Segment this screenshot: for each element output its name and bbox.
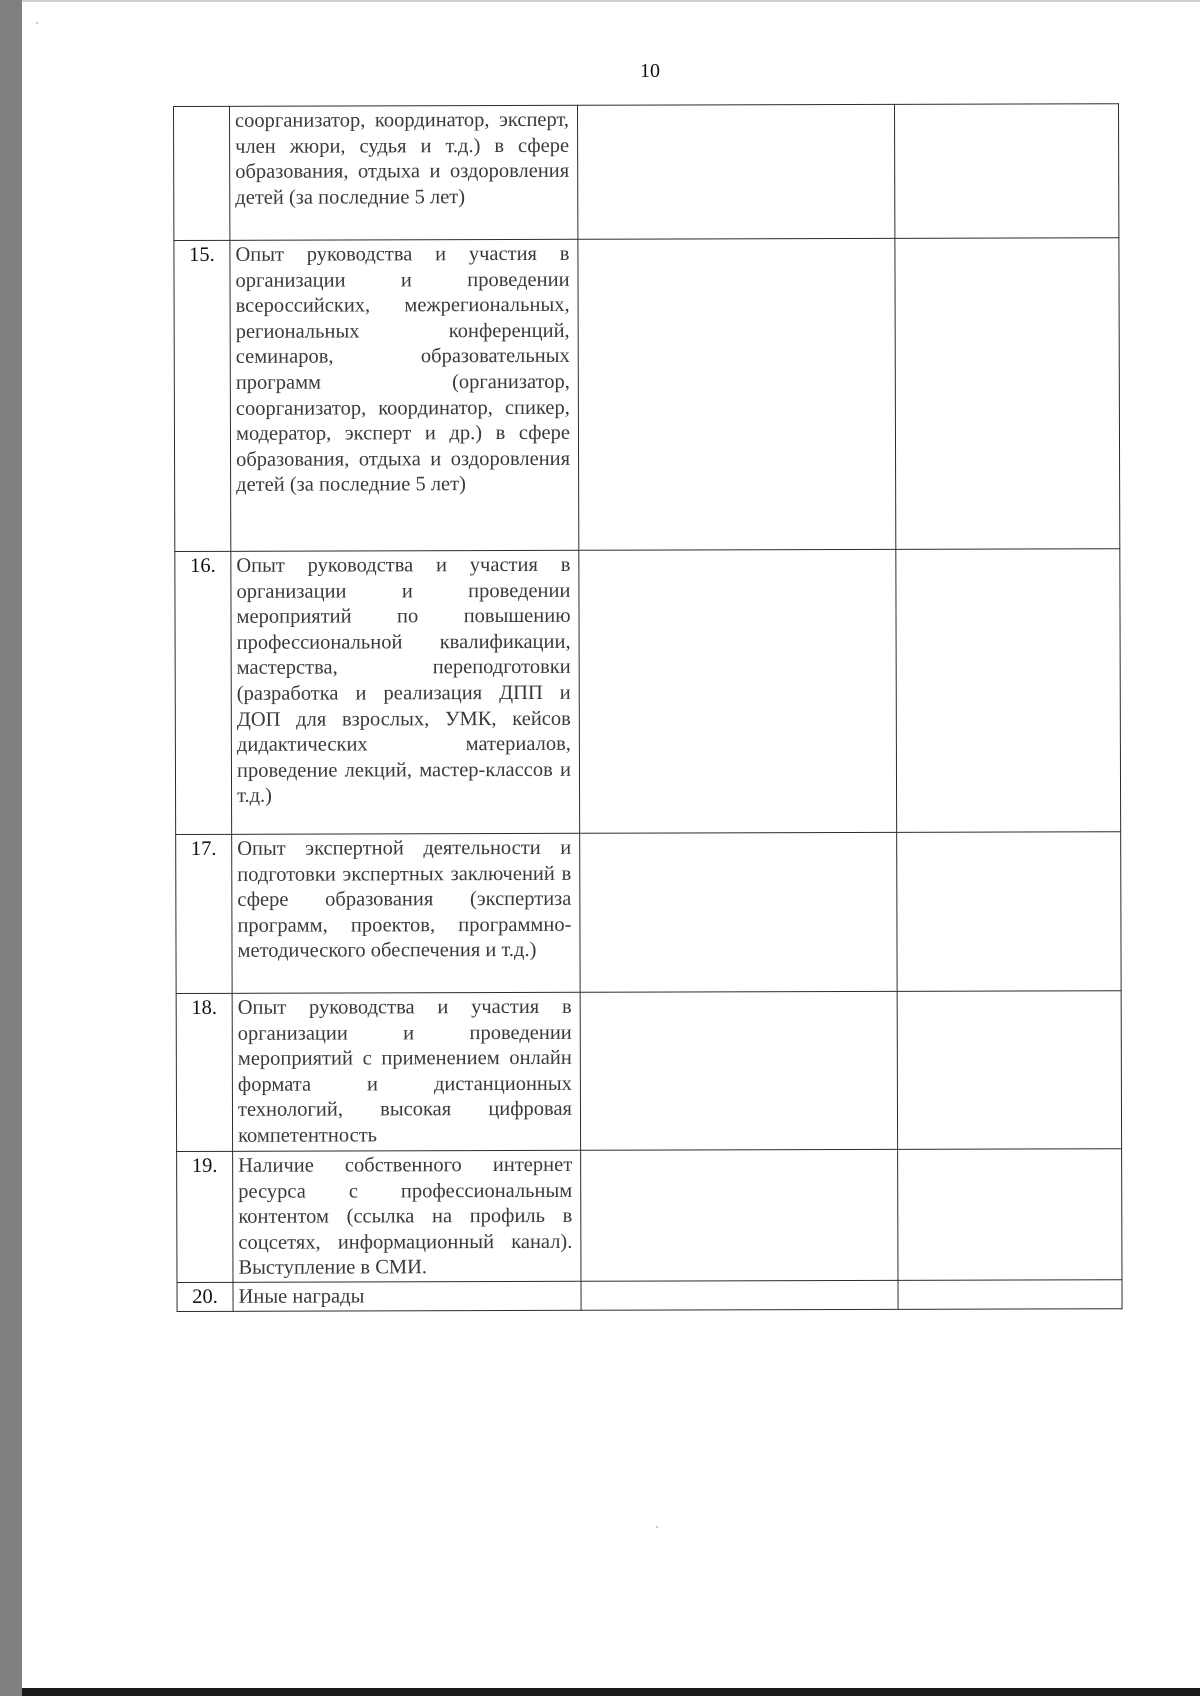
empty-cell [577, 104, 894, 239]
empty-cell [894, 104, 1118, 239]
row-number: 19. [177, 1151, 233, 1282]
empty-cell [581, 1280, 898, 1310]
table-row [176, 991, 1121, 1152]
empty-cell [896, 549, 1121, 833]
empty-cell [898, 1280, 1122, 1310]
criterion-text: Опыт руководства и участия в организации и проведении всероссийских, межрегиональных, региональных конференций, семинаров, образовательных программ (организатор, соорганизатор, координатор, спикер, модератор, эксперт и др.) в сфере образования, отдыха и оздоровления детей (за последние 5 лет) [230, 239, 579, 551]
table-row [177, 1149, 1122, 1283]
empty-cell [897, 832, 1121, 992]
empty-cell [898, 1149, 1122, 1281]
empty-cell [895, 238, 1120, 550]
scan-speck [36, 22, 38, 24]
row-number: 20. [177, 1282, 233, 1311]
empty-cell [581, 1149, 898, 1281]
table-row [176, 832, 1121, 994]
table-row [175, 549, 1121, 835]
row-number: 17. [176, 834, 232, 993]
row-number [174, 106, 230, 240]
criterion-text: Наличие собственного интернет ресурса с профессиональным контентом (ссылка на профиль в соцсетях, информационный канал). Выступление в СМИ. [233, 1150, 581, 1282]
empty-cell [579, 549, 897, 833]
row-number: 18. [176, 993, 232, 1151]
criterion-text: Опыт экспертной деятельности и подготовки экспертных заключений в сфере образования (экспертиза программ, проектов, программно-методического обеспечения и т.д.) [232, 833, 580, 993]
scan-left-border [0, 0, 22, 1696]
row-number: 15. [174, 240, 231, 551]
empty-cell [580, 832, 897, 992]
table-row [177, 1280, 1122, 1312]
criterion-text: Опыт руководства и участия в организации и проведении мероприятий по повышению профессиональной квалификации, мастерства, переподготовки (разработка и реализация ДПП и ДОП для взрослых, УМК, кейсов дидактических материалов, проведение лекций, мастер-классов и т.д.) [231, 550, 580, 834]
scan-top-edge [22, 0, 1200, 2]
criterion-text: Иные награды [233, 1281, 581, 1311]
page-number: 10 [640, 60, 660, 82]
row-number: 16. [175, 551, 232, 834]
empty-cell [580, 991, 897, 1150]
criterion-text: соорганизатор, координатор, эксперт, член жюри, судья и т.д.) в сфере образования, отдыха и оздоровления детей (за последние 5 лет) [230, 105, 578, 240]
empty-cell [897, 991, 1121, 1150]
scan-bottom-band [22, 1688, 1200, 1696]
criteria-table [173, 103, 1123, 1312]
criterion-text: Опыт руководства и участия в организации и проведении мероприятий с применением онлайн формата и дистанционных технологий, высокая цифровая компетентность [232, 992, 580, 1151]
table-row [174, 238, 1120, 552]
empty-cell [578, 238, 896, 550]
table-row [174, 104, 1119, 241]
scan-speck [656, 1526, 658, 1528]
